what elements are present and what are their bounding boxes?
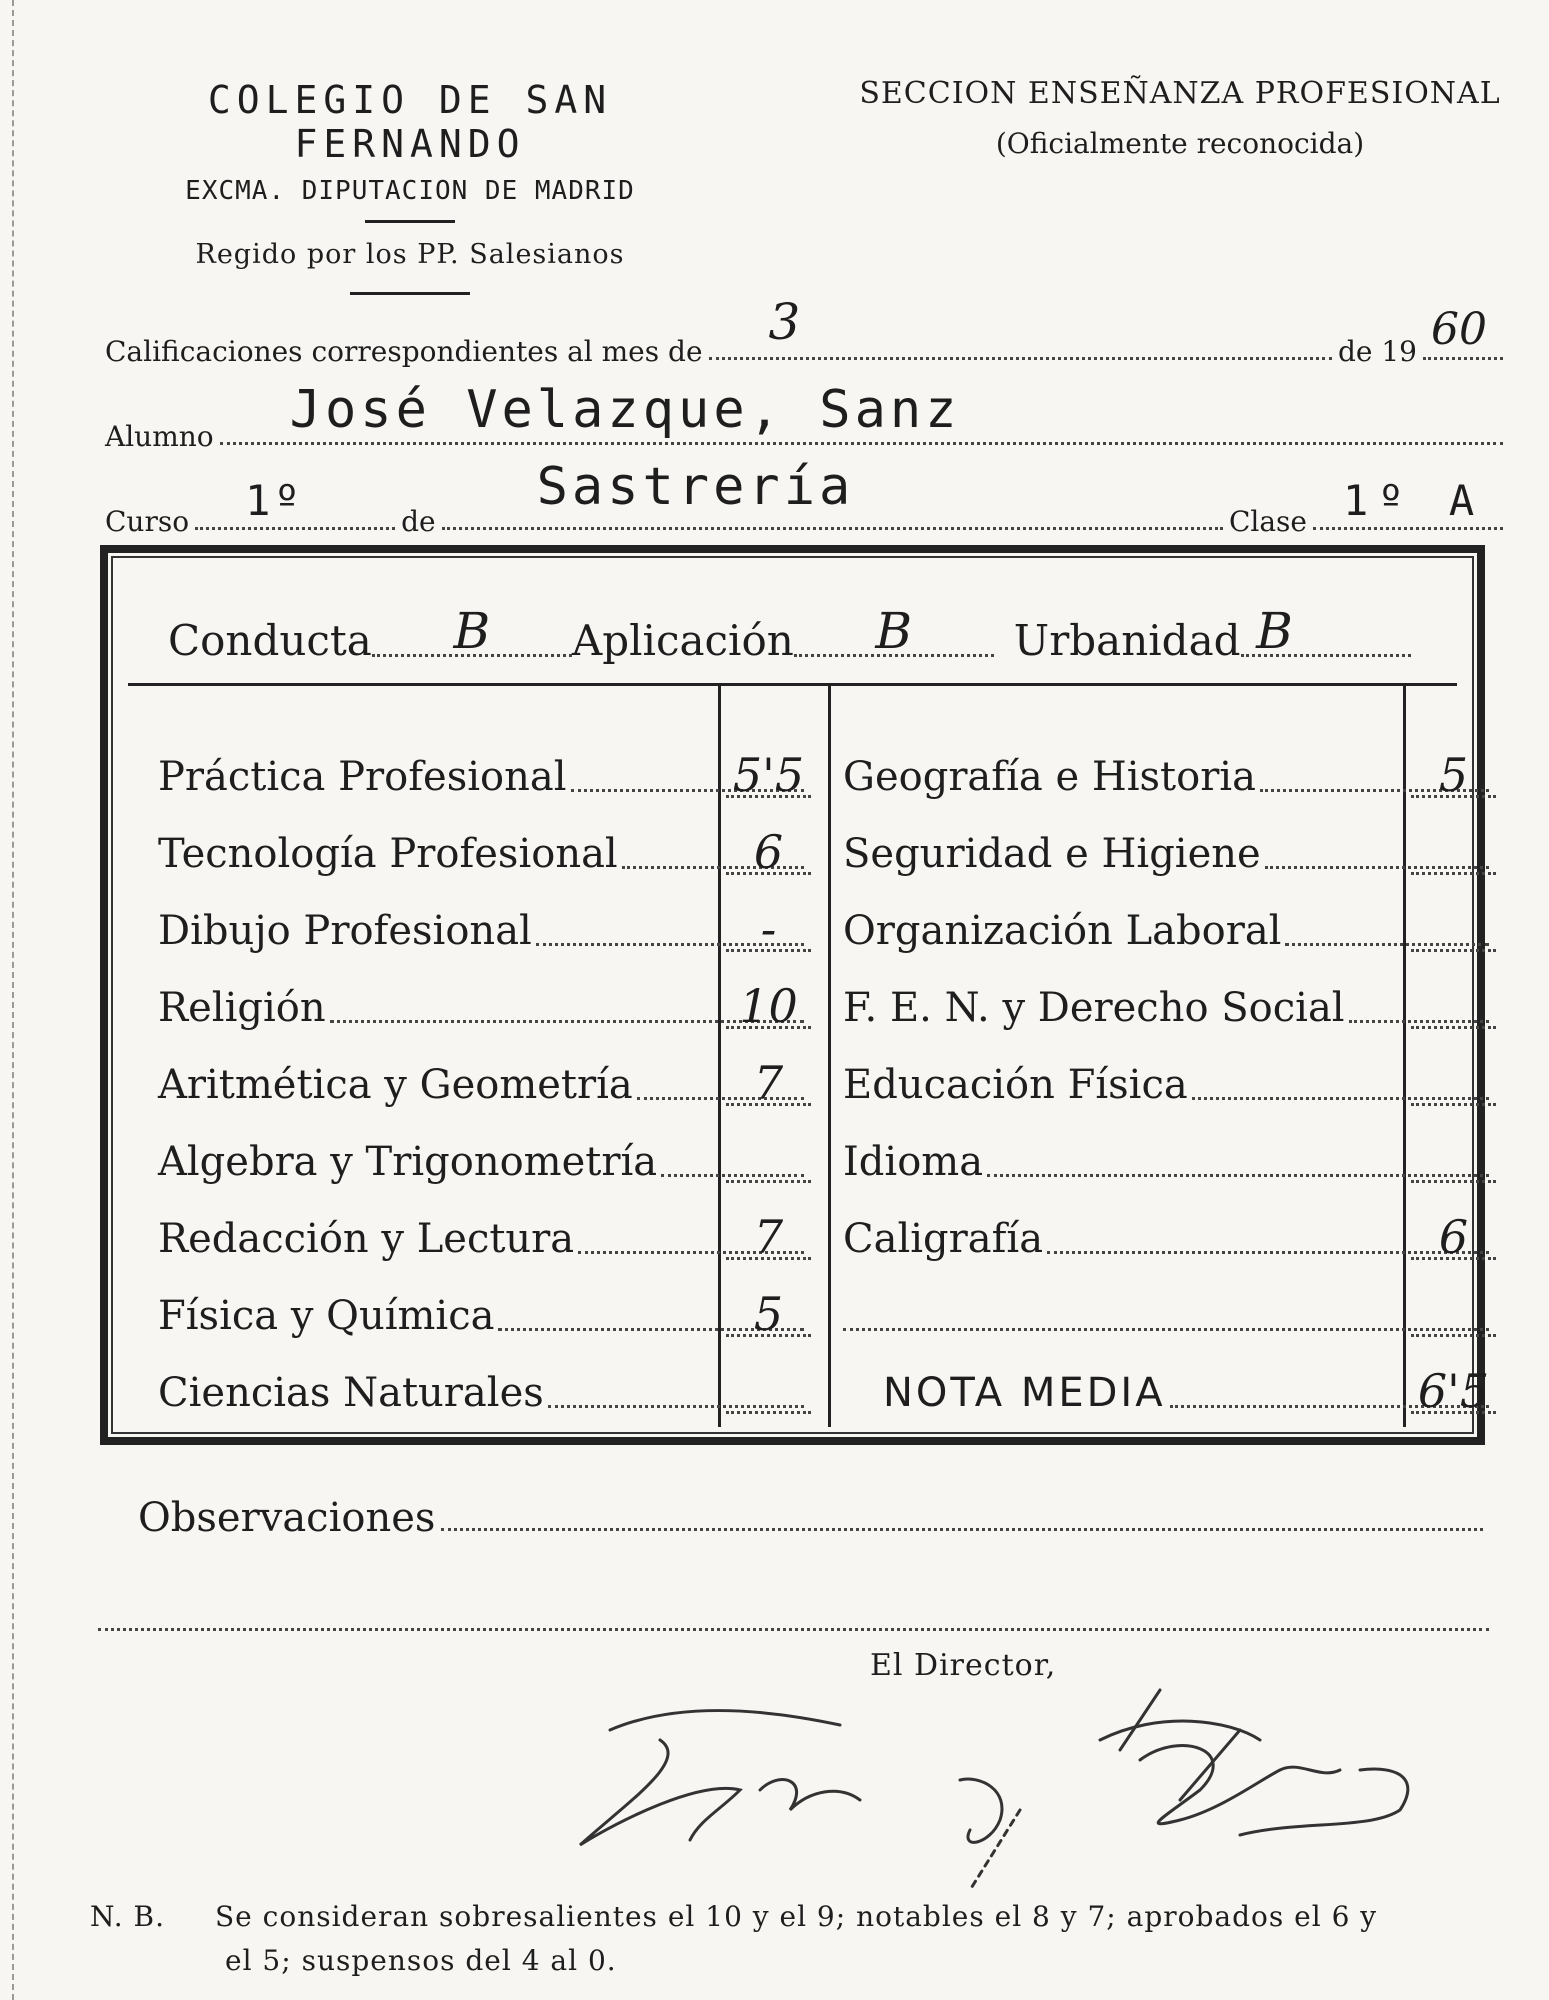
observations-field	[441, 1528, 1483, 1531]
class-value: 1º A	[1343, 476, 1485, 525]
observations-label: Observaciones	[138, 1495, 436, 1541]
subject-grade: 7	[726, 1217, 811, 1260]
school-name: COLEGIO DE SAN FERNANDO	[207, 78, 613, 166]
subject-label: Educación Física	[843, 1061, 1188, 1108]
subject-row	[843, 1046, 1493, 1123]
subject-label: Ciencias Naturales	[158, 1369, 544, 1416]
subject-row	[843, 815, 1493, 892]
conducta-label: Conducta	[168, 616, 372, 665]
subject-row	[843, 738, 1493, 815]
subject-grade: 5	[1411, 755, 1496, 798]
subject-label: Algebra y Trigonometría	[158, 1138, 658, 1185]
subject-grade: 6	[1411, 1217, 1496, 1260]
subjects-right-column	[843, 738, 1493, 1431]
subject-label: Práctica Profesional	[158, 753, 567, 800]
aplicacion-label: Aplicación	[571, 616, 794, 665]
month-value: 3	[768, 293, 801, 351]
header-divider	[365, 220, 455, 223]
director-label: El Director,	[870, 1648, 1057, 1683]
subject-grade	[1411, 1063, 1496, 1106]
subject-row	[843, 1200, 1493, 1277]
urbanidad-item	[1013, 602, 1411, 665]
subject-row	[158, 738, 808, 815]
subject-row	[843, 1354, 1493, 1431]
subjects-left-column	[158, 738, 808, 1431]
nota-bene	[90, 1895, 1509, 1983]
subject-label: Caligrafía	[843, 1215, 1044, 1262]
aplicacion-item	[571, 602, 994, 665]
year-value: 60	[1431, 304, 1487, 355]
subject-label: Redacción y Lectura	[158, 1215, 575, 1262]
aplicacion-field	[794, 602, 994, 660]
year-field	[1423, 304, 1503, 360]
section-header	[830, 76, 1530, 160]
subject-row	[158, 1354, 808, 1431]
conducta-grade: B	[453, 602, 491, 660]
class-field	[1313, 476, 1503, 530]
course-of-label: de	[401, 505, 436, 538]
header-divider-2	[350, 292, 470, 295]
conducta-item	[168, 602, 572, 665]
grid-divider-2	[828, 683, 831, 1427]
subject-grade: -	[726, 909, 811, 952]
urbanidad-label: Urbanidad	[1013, 616, 1241, 665]
subject-label: Tecnología Profesional	[158, 830, 618, 877]
school-header	[90, 78, 730, 295]
observations-field-2	[98, 1628, 1489, 1631]
subjects-grid	[128, 683, 1490, 1427]
subject-label: Dibujo Profesional	[158, 907, 532, 954]
subject-row	[843, 1123, 1493, 1200]
behavior-row	[128, 575, 1457, 686]
subject-grade: 6'5	[1411, 1371, 1496, 1414]
grades-box	[100, 545, 1490, 1445]
student-line	[105, 380, 1509, 453]
subject-grade: 5	[726, 1294, 811, 1337]
course-label: Curso	[105, 505, 190, 538]
subject-row	[843, 892, 1493, 969]
course-of-value: Sastrería	[536, 457, 855, 517]
nb-lead: N. B.	[90, 1900, 165, 1933]
student-value: José Velazque, Sanz	[289, 380, 961, 440]
nb-text-2: el 5; suspensos del 4 al 0.	[225, 1944, 617, 1977]
left-margin-rule	[12, 0, 14, 2000]
subject-label: Geografía e Historia	[843, 753, 1256, 800]
subject-grade: 5'5	[726, 755, 811, 798]
subject-label: Aritmética y Geometría	[158, 1061, 633, 1108]
subject-grade: 10	[726, 986, 811, 1029]
subject-label: Idioma	[843, 1138, 984, 1185]
subject-grade	[1411, 1294, 1496, 1337]
aplicacion-grade: B	[875, 602, 913, 660]
subject-grade: 6	[726, 832, 811, 875]
school-subtitle: EXCMA. DIPUTACION DE MADRID	[185, 176, 635, 206]
subject-row	[843, 969, 1493, 1046]
subject-label: Organización Laboral	[843, 907, 1282, 954]
month-label: Calificaciones correspondientes al mes de	[105, 335, 703, 368]
subject-row	[158, 815, 808, 892]
student-label: Alumno	[105, 420, 214, 453]
subject-grade	[1411, 1140, 1496, 1183]
subject-label: F. E. N. y Derecho Social	[843, 984, 1345, 1031]
urbanidad-grade: B	[1256, 602, 1293, 660]
subject-label: Religión	[158, 984, 326, 1031]
subject-grade	[726, 1371, 811, 1414]
course-value: 1º	[245, 476, 304, 525]
signature-text: Fdo. Sello	[540, 1670, 546, 1671]
subject-label: Seguridad e Higiene	[843, 830, 1261, 877]
observations-line	[138, 1495, 1489, 1541]
class-label: Clase	[1228, 505, 1307, 538]
director-signature	[540, 1670, 1460, 1900]
course-field	[195, 476, 395, 530]
section-title: SECCION ENSEÑANZA PROFESIONAL	[859, 76, 1501, 111]
subject-grade: 7	[726, 1063, 811, 1106]
subject-row	[158, 1200, 808, 1277]
year-label: de 19	[1337, 335, 1417, 368]
subject-row	[158, 969, 808, 1046]
subject-row	[158, 892, 808, 969]
month-line	[105, 293, 1509, 368]
subject-row	[158, 1123, 808, 1200]
subject-row	[158, 1277, 808, 1354]
subject-grade	[726, 1140, 811, 1183]
month-field	[709, 293, 1332, 360]
urbanidad-field	[1241, 602, 1411, 660]
subject-leader-dots	[843, 1328, 1489, 1331]
course-line	[105, 457, 1509, 538]
subject-label: Física y Química	[158, 1292, 495, 1339]
subject-grade	[1411, 986, 1496, 1029]
subject-row	[843, 1277, 1493, 1354]
subject-grade	[1411, 832, 1496, 875]
course-of-field	[442, 457, 1223, 530]
school-note: Regido por los PP. Salesianos	[195, 239, 625, 270]
subject-label: NOTA MEDIA	[883, 1369, 1166, 1416]
student-field	[220, 380, 1503, 445]
nb-text-1: Se consideran sobresalientes el 10 y el 9; notables el 8 y 7; aprobados el 6 y	[215, 1900, 1378, 1933]
subject-grade	[1411, 909, 1496, 952]
conducta-field	[372, 602, 572, 660]
subject-row	[158, 1046, 808, 1123]
section-subtitle: (Oficialmente reconocida)	[995, 127, 1365, 160]
